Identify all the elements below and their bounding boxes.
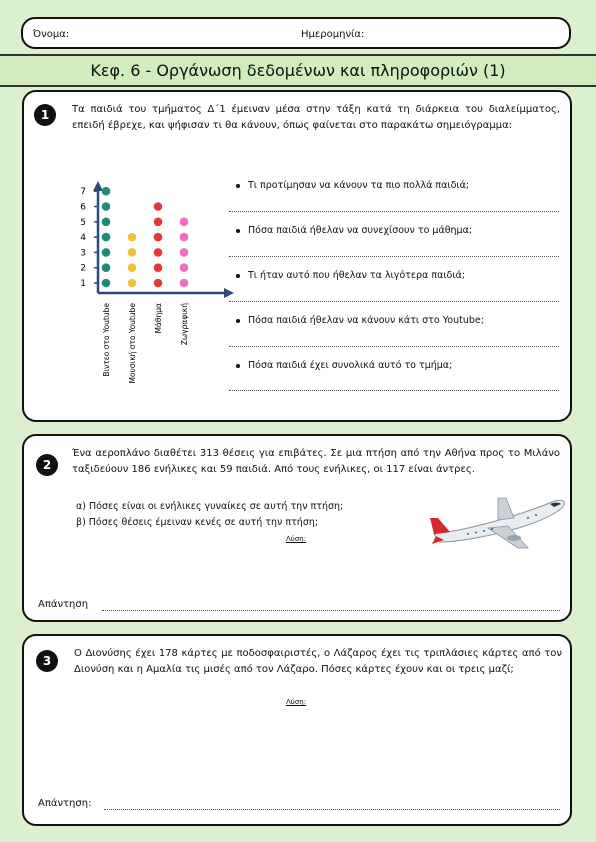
y-tick-label: 5 xyxy=(80,217,86,228)
data-dot xyxy=(180,233,189,242)
header-box xyxy=(21,17,571,49)
data-dot xyxy=(180,279,189,288)
section-2 xyxy=(22,434,572,622)
answer-line[interactable] xyxy=(229,256,559,257)
data-dot xyxy=(180,248,189,257)
question-5 xyxy=(236,360,452,371)
answer-line[interactable] xyxy=(104,809,560,810)
airplane-icon xyxy=(428,490,568,552)
data-dot xyxy=(180,218,189,227)
bullet xyxy=(236,184,240,188)
data-dot xyxy=(102,233,111,242)
y-tick-label: 2 xyxy=(80,263,86,274)
y-tick-label: 3 xyxy=(80,248,86,259)
name-label: Όνομα: xyxy=(33,29,70,40)
y-axis-arrow xyxy=(93,181,103,191)
solution-label: Λύση: xyxy=(286,535,307,543)
data-dot xyxy=(180,263,189,272)
section-1 xyxy=(22,90,572,422)
date-label: Ημερομηνία: xyxy=(301,29,365,40)
section-text: Ο Διονύσης έχει 178 κάρτες με ποδοσφαιριστές, ο Λάζαρος έχει τις τριπλάσιες κάρτες από τον Διονύση και η Αμαλία τις μισές από τον Λάζαρο. Πόσες κάρτες έχουν και οι τρεις μαζί; xyxy=(74,648,562,675)
data-dot xyxy=(102,202,111,211)
bullet xyxy=(236,319,240,323)
section-text: Τα παιδιά του τμήματος Δ΄1 έμειναν μέσα στην τάξη κατά τη διάρκεια του διαλείμματος, επειδή έβρεχε, και ψήφισαν τι θα κάνουν, όπως φαίνεται στο παρακάτω σημειόγραμμα: xyxy=(72,104,560,131)
answer-line[interactable] xyxy=(229,390,559,391)
sub-question-a: α) Πόσες είναι οι ενήλικες γυναίκες σε αυτή την πτήση; xyxy=(76,501,344,512)
data-dot xyxy=(128,279,137,288)
data-dot xyxy=(154,218,163,227)
question-text: Πόσα παιδιά ήθελαν να κάνουν κάτι στο Youtube; xyxy=(248,315,484,326)
data-dot xyxy=(154,248,163,257)
data-dot xyxy=(154,279,163,288)
question-text: Πόσα παιδιά έχει συνολικά αυτό το τμήμα; xyxy=(248,360,453,371)
section-text: Ένα αεροπλάνο διαθέτει 313 θέσεις για επιβάτες. Σε μια πτήση από την Αθήνα προς το Μιλάνο ταξιδεύουν 186 ενήλικες και 59 παιδιά. Από τους ενήλικες, οι 117 είναι άντρες. xyxy=(72,448,560,475)
question-2 xyxy=(236,225,472,236)
data-dot xyxy=(102,218,111,227)
answer-line[interactable] xyxy=(229,211,559,212)
y-tick-label: 4 xyxy=(80,233,86,244)
question-text: Τι προτίμησαν να κάνουν τα πιο πολλά παιδιά; xyxy=(248,180,470,191)
section-3 xyxy=(22,634,572,826)
question-1 xyxy=(236,180,469,191)
question-text: Πόσα παιδιά ήθελαν να συνεχίσουν το μάθημα; xyxy=(248,225,473,236)
data-dot xyxy=(128,248,137,257)
bullet xyxy=(236,274,240,278)
answer-label: Απάντηση: xyxy=(38,798,92,809)
data-dot xyxy=(128,263,137,272)
answer-line[interactable] xyxy=(102,610,560,611)
answer-line[interactable] xyxy=(229,346,559,347)
question-4 xyxy=(236,315,484,326)
page-title: Κεφ. 6 - Οργάνωση δεδομένων και πληροφοριών (1) xyxy=(0,54,596,87)
category-label: Μάθημα xyxy=(154,303,163,334)
y-tick-label: 7 xyxy=(80,187,86,198)
data-dot xyxy=(102,187,111,196)
bullet xyxy=(236,364,240,368)
x-axis-arrow xyxy=(224,288,234,298)
section-number: 2 xyxy=(36,454,58,476)
data-dot xyxy=(154,263,163,272)
answer-label: Απάντηση xyxy=(38,599,89,610)
category-label: Βιντεο στο Youtube xyxy=(102,303,111,377)
data-dot xyxy=(102,279,111,288)
y-tick-label: 6 xyxy=(80,202,86,213)
section-number: 3 xyxy=(36,650,58,672)
data-dot xyxy=(102,263,111,272)
sub-question-b: β) Πόσες θέσεις έμειναν κενές σε αυτή την πτήση; xyxy=(76,517,319,528)
data-dot xyxy=(154,233,163,242)
category-label: Ζωγραφική xyxy=(180,303,189,346)
category-label: Μουσική στο Youtube xyxy=(128,303,137,384)
solution-label: Λύση: xyxy=(286,698,307,706)
question-text: Τι ήταν αυτό που ήθελαν τα λιγότερα παιδιά; xyxy=(248,270,466,281)
question-3 xyxy=(236,270,465,281)
data-dot xyxy=(128,233,137,242)
section-number: 1 xyxy=(34,104,56,126)
bullet xyxy=(236,229,240,233)
data-dot xyxy=(154,202,163,211)
y-tick-label: 1 xyxy=(80,279,86,289)
data-dot xyxy=(102,248,111,257)
answer-line[interactable] xyxy=(229,301,559,302)
dot-plot xyxy=(54,177,244,407)
